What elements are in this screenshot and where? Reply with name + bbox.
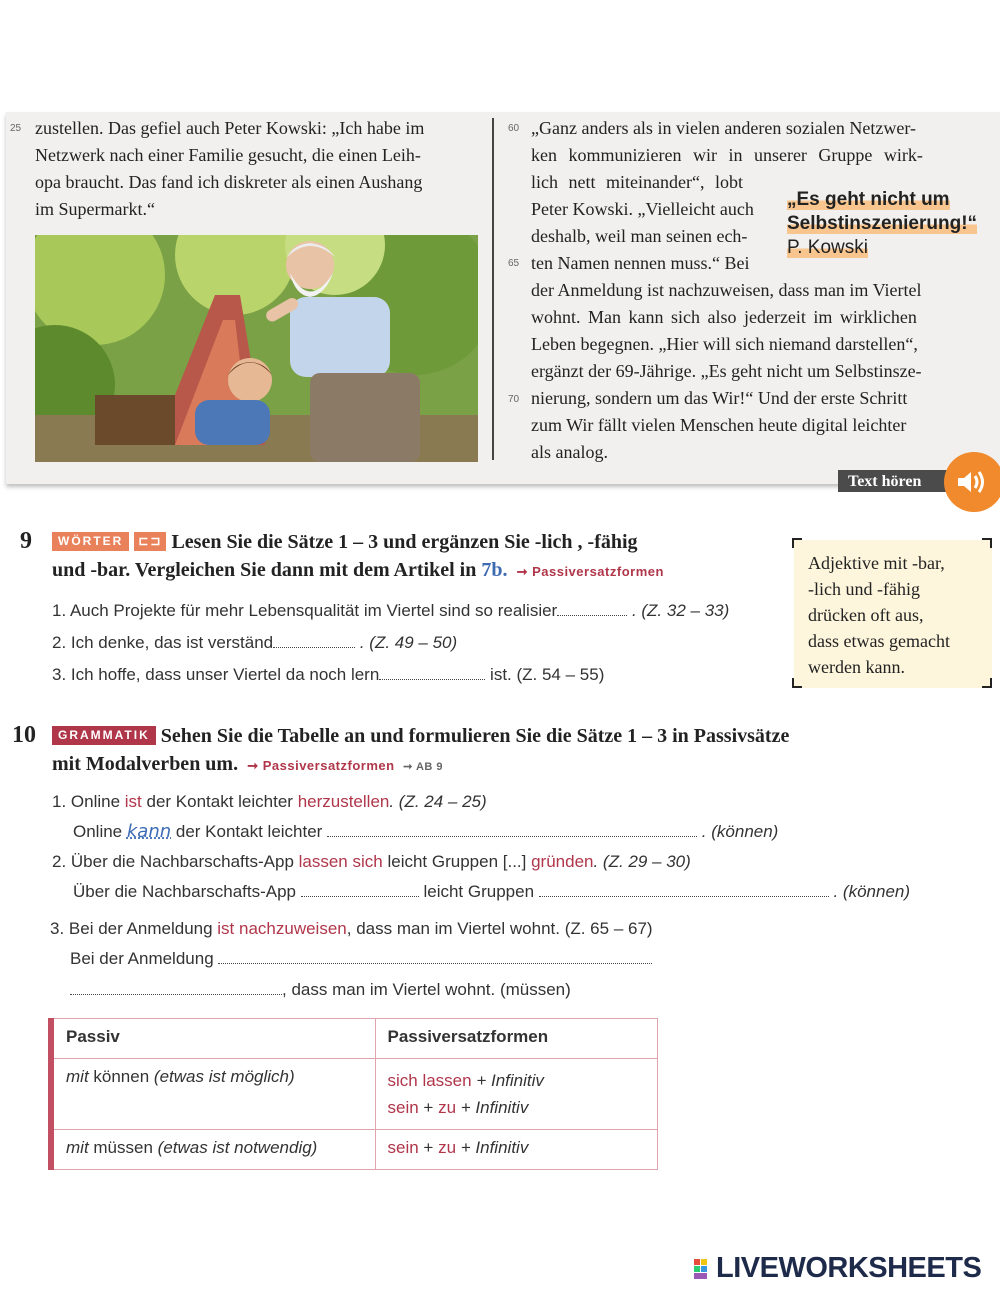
- column-divider: [492, 118, 494, 460]
- exercise-number: 9: [20, 528, 32, 554]
- exercise-heading: [52, 722, 789, 750]
- exercise-number: 10: [12, 722, 36, 748]
- exercise-heading: [52, 556, 664, 586]
- article-line: wohnt. Man kann sich also jederzeit im wirklichen: [531, 307, 917, 327]
- line-number: 25: [10, 123, 22, 134]
- sentence-3: 3. Bei der Anmeldung ist nachzuweisen, dass man im Viertel wohnt. (Z. 65 – 67): [50, 919, 653, 938]
- article-line: ken kommunizieren wir in unserer Gruppe wirk-: [531, 145, 923, 165]
- answer-blank[interactable]: [70, 981, 282, 995]
- answer-line-1: Online kann der Kontakt leichter . (können): [73, 821, 779, 842]
- tip-corner: [982, 678, 992, 688]
- answer-line-3b: , dass man im Viertel wohnt. (müssen): [70, 979, 571, 1001]
- line-number: 70: [508, 394, 520, 405]
- article-line: Leben begegnen. „Hier will sich niemand darstellen“,: [531, 334, 918, 354]
- article-line: zustellen. Das gefiel auch Peter Kowski: „Ich habe im: [35, 118, 425, 138]
- exercise-heading: [52, 528, 638, 556]
- article-line: ergänzt der 69-Jährige. „Es geht nicht um Selbstinsze-: [531, 361, 922, 381]
- reference-link[interactable]: ➞ Passiversatzformen: [243, 758, 395, 773]
- article-line: Peter Kowski. „Vielleicht auch: [531, 199, 754, 219]
- line-number: 60: [508, 123, 520, 134]
- article-line: als analog.: [531, 442, 608, 462]
- heading-text: Lesen Sie die Sätze 1 – 3 und ergänzen Sie -lich , -fähig: [171, 531, 638, 553]
- grammar-tag: GRAMMATIK: [52, 726, 156, 745]
- article-line: Netzwerk nach einer Familie gesucht, die einen Leih-: [35, 145, 421, 165]
- tip-corner: [982, 538, 992, 548]
- exercise-link[interactable]: 7b.: [481, 559, 508, 581]
- liveworksheets-logo: LIVEWORKSHEETS: [716, 1252, 982, 1284]
- table-cell: mit können (etwas ist möglich): [51, 1059, 375, 1130]
- answer-line-2: Über die Nachbarschafts-App leicht Gruppen . (können): [73, 882, 911, 901]
- heading-text: mit Modalverben um.: [52, 753, 239, 775]
- grammar-table: [48, 1018, 658, 1170]
- article-line: deshalb, weil man seinen ech-: [531, 226, 748, 246]
- answer-blank[interactable]: [557, 602, 627, 616]
- tip-corner: [792, 538, 802, 548]
- heading-text: Sehen Sie die Tabelle an und formulieren Sie die Sätze 1 – 3 in Passivsätze: [160, 725, 790, 747]
- quote-line: „Es geht nicht um: [787, 189, 950, 210]
- reference-link[interactable]: ➞ Passiversatzformen: [512, 564, 664, 579]
- tip-box: Adjektive mit -bar, -lich und -fähig drücken oft aus, dass etwas gemacht werden kann.: [794, 540, 992, 688]
- listen-button[interactable]: Text hören: [838, 470, 948, 492]
- answer-blank[interactable]: [327, 823, 697, 837]
- heading-text: und -bar. Vergleichen Sie dann mit dem Artikel in: [52, 559, 477, 581]
- quote-author: P. Kowski: [787, 237, 868, 258]
- audio-play-button[interactable]: [944, 452, 1000, 512]
- article-photo: [35, 235, 478, 462]
- quote-line: Selbstinszenierung!“: [787, 213, 978, 234]
- sentence-2: 2. Über die Nachbarschafts-App lassen sich leicht Gruppen [...] gründen. (Z. 29 – 30): [52, 852, 691, 871]
- sentence-1: 1. Auch Projekte für mehr Lebensqualität im Viertel sind so realisier . (Z. 32 – 33): [52, 601, 730, 620]
- table-row: [51, 1059, 658, 1130]
- answer-blank[interactable]: [301, 883, 419, 897]
- workbook-link[interactable]: ➞ AB 9: [399, 761, 444, 773]
- table-cell: sein + zu + Infinitiv: [375, 1130, 658, 1170]
- table-cell: sich lassen + Infinitiv sein + zu + Infinitiv: [375, 1059, 658, 1130]
- speaker-icon: [944, 452, 1000, 512]
- words-tag: WÖRTER: [52, 532, 129, 551]
- tip-corner: [792, 678, 802, 688]
- answer-blank[interactable]: [218, 950, 652, 964]
- article-line: nierung, sondern um das Wir!“ Und der erste Schritt: [531, 388, 908, 408]
- vocab-card-icon: ⊏⊐: [134, 532, 166, 551]
- answer-blank[interactable]: [539, 883, 829, 897]
- pull-quote: [787, 188, 978, 260]
- table-header: Passiversatzformen: [375, 1019, 658, 1059]
- table-cell: mit müssen (etwas ist notwendig): [51, 1130, 375, 1170]
- sentence-1: 1. Online ist der Kontakt leichter herzustellen. (Z. 24 – 25): [52, 792, 487, 811]
- table-header: Passiv: [51, 1019, 375, 1059]
- exercise-heading: [52, 750, 443, 781]
- line-number: 65: [508, 258, 520, 269]
- article-line: „Ganz anders als in vielen anderen sozialen Netzwer-: [531, 118, 916, 138]
- article-line: im Supermarkt.“: [35, 199, 155, 219]
- article-line: ten Namen nennen muss.“ Bei: [531, 253, 750, 273]
- table-row: [51, 1130, 658, 1170]
- article-line: zum Wir fällt vielen Menschen heute digital leichter: [531, 415, 907, 435]
- article-line: opa braucht. Das fand ich diskreter als einen Aushang: [35, 172, 423, 192]
- sentence-3: 3. Ich hoffe, dass unser Viertel da noch lern ist. (Z. 54 – 55): [52, 665, 605, 684]
- handwritten-answer[interactable]: kann: [126, 821, 172, 842]
- answer-blank[interactable]: [379, 666, 485, 680]
- article-line: lich nett miteinander“, lobt: [531, 172, 743, 192]
- sentence-2: 2. Ich denke, das ist verständ . (Z. 49 – 50): [52, 633, 458, 652]
- liveworksheets-logo-icon: [694, 1259, 714, 1279]
- article-line: der Anmeldung ist nachzuweisen, dass man im Viertel: [531, 280, 922, 300]
- answer-blank[interactable]: [273, 634, 355, 648]
- answer-line-3a: Bei der Anmeldung: [70, 948, 652, 970]
